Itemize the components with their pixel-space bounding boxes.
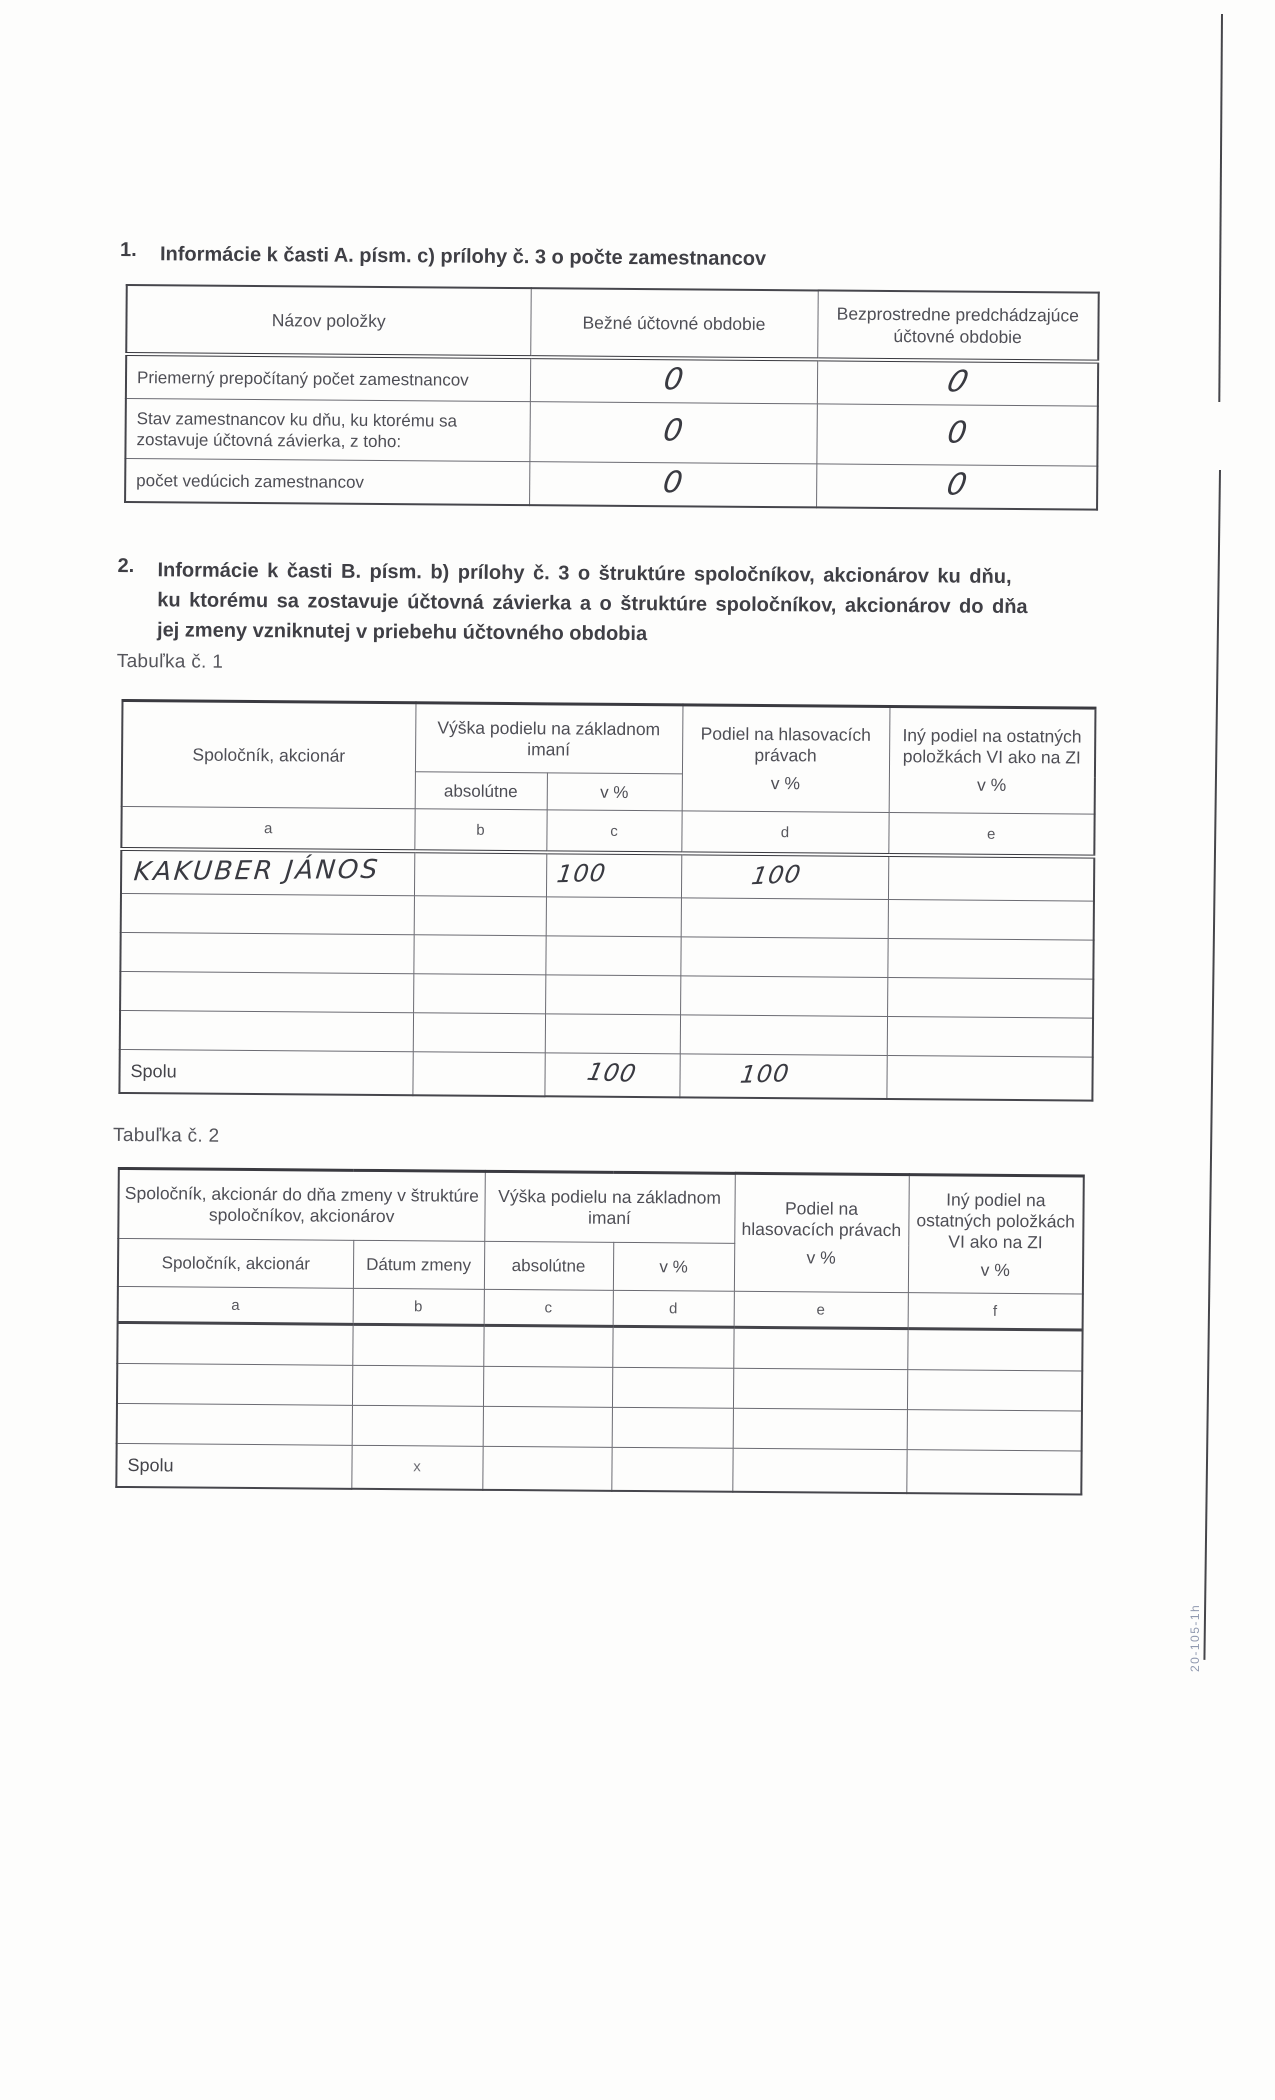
handwritten-value [544,1053,679,1098]
row-label: počet vedúcich zamestnancov [125,458,529,505]
empty-cell [414,851,546,897]
x-mark: x [413,1458,421,1476]
empty-cell [680,976,887,1017]
unit-v-percent: v % [806,1247,836,1268]
col-header-podiel-hlasovacie [734,1173,909,1292]
handwritten-number: 100 [738,1059,791,1089]
empty-cell [733,1408,907,1449]
col-header-spolocnik: Spoločník, akcionár [118,1238,353,1288]
spolu-row [119,1049,1092,1100]
col-header-absolutne: absolútne [484,1241,613,1290]
handwritten-zero: 0 [942,363,973,400]
handwritten-number: 100 [584,1057,640,1088]
empty-cell [120,1010,413,1051]
empty-cell [117,1322,352,1365]
empty-cell [117,1363,352,1405]
empty-cell [612,1326,733,1368]
empty-cell [888,855,1094,901]
empty-cell [352,1405,483,1446]
handwritten-value [530,357,817,404]
handwritten-value [529,402,816,464]
col-letter: c [546,810,681,854]
empty-cell [907,1410,1082,1451]
header-text: Podiel na hlasovacích právach [700,723,871,766]
empty-cell [888,900,1094,941]
empty-cell [120,971,413,1012]
empty-cell [352,1324,483,1366]
header-text: Iný podiel na ostatných položkách VI ako na ZI [902,725,1082,768]
not-applicable-cell [351,1445,482,1490]
section1-title: Informácie k časti A. písm. c) prílohy č. 3 o počte zamestnancov [159,243,767,271]
empty-cell [680,937,887,978]
section1-heading [120,239,1020,276]
col-header-predchadzajuce-obdobie: Bezprostredne predchádzajúce účtovné obdobie [817,290,1099,361]
empty-cell [413,1013,545,1053]
handwritten-zero: 0 [943,466,970,503]
empty-cell [733,1368,907,1409]
section2-number: 2. [117,554,135,578]
handwritten-value [816,464,1097,510]
shareholders-table [118,699,1096,1102]
empty-cell [733,1327,907,1369]
handwritten-zero: 0 [944,415,969,451]
col-letter: c [484,1289,613,1326]
handwritten-number: 100 [749,860,804,891]
table2-label: Tabuľka č. 2 [113,1124,220,1147]
empty-cell [886,1055,1092,1100]
empty-cell [611,1447,732,1491]
empty-cell [120,932,413,973]
row-label: Priemerný prepočítaný počet zamestnancov [126,354,530,402]
empty-cell [545,936,680,976]
empty-cell [412,1052,544,1097]
col-header-v-percent: v % [613,1242,734,1291]
handwritten-name-cell [121,849,414,896]
table-row [125,399,1097,467]
row-label: Stav zamestnancov ku dňu, ku ktorému sa zostavuje účtovná závierka, z toho: [125,399,529,462]
empty-cell [414,896,546,936]
handwritten-zero: 0 [660,464,685,501]
empty-cell [545,1014,680,1054]
col-header-iny-podiel [908,1175,1084,1294]
empty-cell [887,939,1093,980]
col-letter: e [734,1291,908,1328]
handwritten-name: KAKUBER JÁNOS [132,854,382,888]
shareholder-row [121,849,1094,901]
handwritten-value [546,852,681,898]
col-header-absolutne: absolútne [415,772,547,810]
handwritten-value [681,853,888,899]
empty-cell [482,1446,611,1491]
spolu-label: Spolu [119,1049,412,1095]
section2-title-line3: jej zmeny vzniknutej v priebehu účtovného obdobia [156,619,648,646]
table1-label: Tabuľka č. 1 [116,650,224,673]
empty-cell [121,893,414,934]
empty-cell [681,898,888,939]
unit-v-percent: v % [976,774,1007,795]
col-header-nazov-polozky: Názov položky [126,285,531,357]
col-header-datum-zmeny: Dátum zmeny [353,1240,484,1289]
empty-cell [907,1370,1082,1411]
col-header-vyska-podielu: Výška podielu na základnom imaní [484,1171,735,1243]
empty-cell [117,1403,352,1445]
header-text: Podiel na hlasovacích právach [741,1198,902,1241]
col-letter: b [414,809,546,853]
col-header-podiel-hlasovacie [682,705,890,813]
employees-table [124,284,1100,511]
handwritten-zero: 0 [661,412,686,449]
col-letter: d [681,811,888,855]
empty-cell [907,1329,1082,1371]
col-header-vyska-podielu: Výška podielu na základnom imaní [415,703,683,774]
empty-cell [906,1450,1081,1495]
shareholders-header-row1 [122,700,1096,777]
handwritten-value [817,359,1098,406]
empty-cell [413,974,545,1014]
handwritten-zero: 0 [661,361,686,398]
section2-title-line2: ku ktorému sa zostavuje účtovná závierka a o štruktúre spoločníkov, akcionárov do dňa [157,589,1028,619]
shareholder-changes-table [115,1167,1084,1496]
unit-v-percent: v % [980,1259,1010,1280]
header-text: Iný podiel na ostatných položkách VI ako na ZI [916,1188,1076,1252]
empty-cell [352,1365,483,1406]
spolu-row [116,1443,1081,1494]
col-header-v-percent: v % [547,773,682,811]
employees-header-row [126,285,1099,362]
empty-cell [612,1407,733,1448]
col-letter: a [118,1286,353,1324]
col-header-iny-podiel [889,707,1096,815]
handwritten-value [816,404,1097,466]
section2-heading [117,555,1118,653]
col-header-group-spolocnik: Spoločník, akcionár do dňa zmeny v štruktúre spoločníkov, akcionárov [118,1168,485,1241]
changes-header-row1 [118,1168,1084,1246]
col-header-spolocnik: Spoločník, akcionár [122,700,416,808]
empty-cell [680,1015,887,1056]
empty-cell [732,1448,906,1493]
empty-cell [483,1325,612,1367]
empty-cell [483,1366,612,1407]
col-letter: b [353,1288,484,1325]
empty-cell [483,1406,612,1447]
col-letter: f [908,1293,1083,1330]
spolu-label: Spolu [116,1443,351,1488]
empty-cell [546,897,681,937]
col-letter: a [121,806,414,851]
col-letter: d [613,1290,734,1327]
table-row [125,458,1097,509]
unit-v-percent: v % [770,773,801,794]
section2-title-line1: Informácie k časti B. písm. b) prílohy č. 3 o štruktúre spoločníkov, akcionárov ku dňu, [157,559,1012,588]
col-letter: e [888,813,1094,857]
section1-number: 1. [119,238,137,262]
table-row [126,354,1098,406]
column-letters-row [121,806,1094,856]
margin-note: 20-105-1h [1188,1603,1202,1672]
handwritten-value [529,462,816,508]
empty-cell [612,1367,733,1408]
handwritten-number: 100 [554,858,608,889]
empty-cell [545,975,680,1015]
empty-cell [887,1016,1093,1057]
col-header-bezne-obdobie: Bežné účtovné obdobie [530,288,818,359]
empty-cell [413,935,545,975]
empty-cell [887,977,1093,1018]
handwritten-value [679,1054,886,1099]
